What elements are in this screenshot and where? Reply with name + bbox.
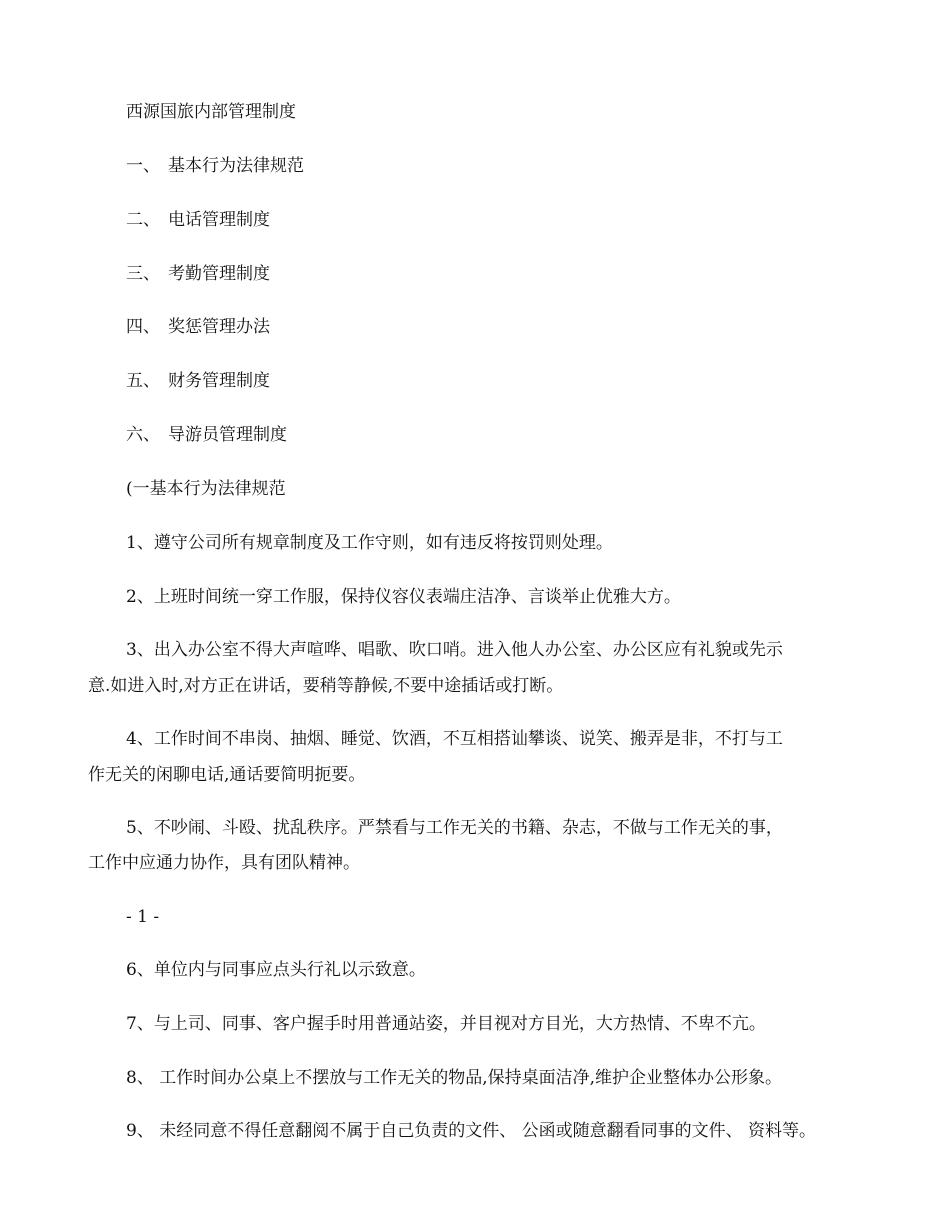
toc-item: [126, 317, 270, 337]
toc-number: 五、: [126, 371, 160, 391]
rule-paragraph: 8、 工作时间办公桌上不摆放与工作无关的物品,保持桌面洁净,维护企业整体办公形象。: [126, 1068, 783, 1088]
rule-paragraph-continuation: 工作中应通力协作，具有团队精神。: [88, 853, 360, 873]
document-title: 西源国旅内部管理制度: [126, 102, 296, 122]
rule-paragraph: 7、与上司、同事、客户握手时用普通站姿，并目视对方目光，大方热情、不卑不亢。: [126, 1014, 766, 1034]
toc-item: [126, 264, 270, 284]
toc-text: 财务管理制度: [168, 371, 270, 391]
toc-item: [126, 210, 270, 230]
toc-text: 基本行为法律规范: [168, 156, 304, 176]
toc-text: 考勤管理制度: [168, 264, 270, 284]
rule-paragraph: 5、不吵闹、斗殴、扰乱秩序。严禁看与工作无关的书籍、杂志，不做与工作无关的事，: [126, 818, 783, 838]
toc-item: [126, 371, 270, 391]
toc-number: 六、: [126, 425, 160, 445]
toc-item: [126, 425, 287, 445]
page-number: - 1 -: [126, 907, 160, 927]
toc-item: [126, 156, 304, 176]
rule-paragraph-continuation: 意.如进入时,对方正在讲话，要稍等静候,不要中途插话或打断。: [88, 676, 564, 696]
toc-number: 二、: [126, 210, 160, 230]
rule-paragraph-continuation: 作无关的闲聊电话,通话要简明扼要。: [88, 765, 366, 785]
rule-paragraph: 2、上班时间统一穿工作服，保持仪容仪表端庄洁净、言谈举止优雅大方。: [126, 587, 681, 607]
toc-number: 一、: [126, 156, 160, 176]
rule-paragraph: 9、 未经同意不得任意翻阅不属于自己负责的文件、 公函或随意翻看同事的文件、 资料等。: [126, 1121, 817, 1141]
toc-number: 四、: [126, 317, 160, 337]
rule-paragraph: 1、遵守公司所有规章制度及工作守则，如有违反将按罚则处理。: [126, 533, 613, 553]
rule-paragraph: 6、单位内与同事应点头行礼以示致意。: [126, 960, 426, 980]
rule-paragraph: 3、出入办公室不得大声喧哗、唱歌、吹口哨。进入他人办公室、办公区应有礼貌或先示: [126, 640, 783, 660]
section-heading: (一基本行为法律规范: [126, 479, 286, 499]
toc-text: 电话管理制度: [168, 210, 270, 230]
toc-text: 奖惩管理办法: [168, 317, 270, 337]
toc-number: 三、: [126, 264, 160, 284]
toc-text: 导游员管理制度: [168, 425, 287, 445]
rule-paragraph: 4、工作时间不串岗、抽烟、睡觉、饮酒，不互相搭讪攀谈、说笑、搬弄是非，不打与工: [126, 729, 783, 749]
